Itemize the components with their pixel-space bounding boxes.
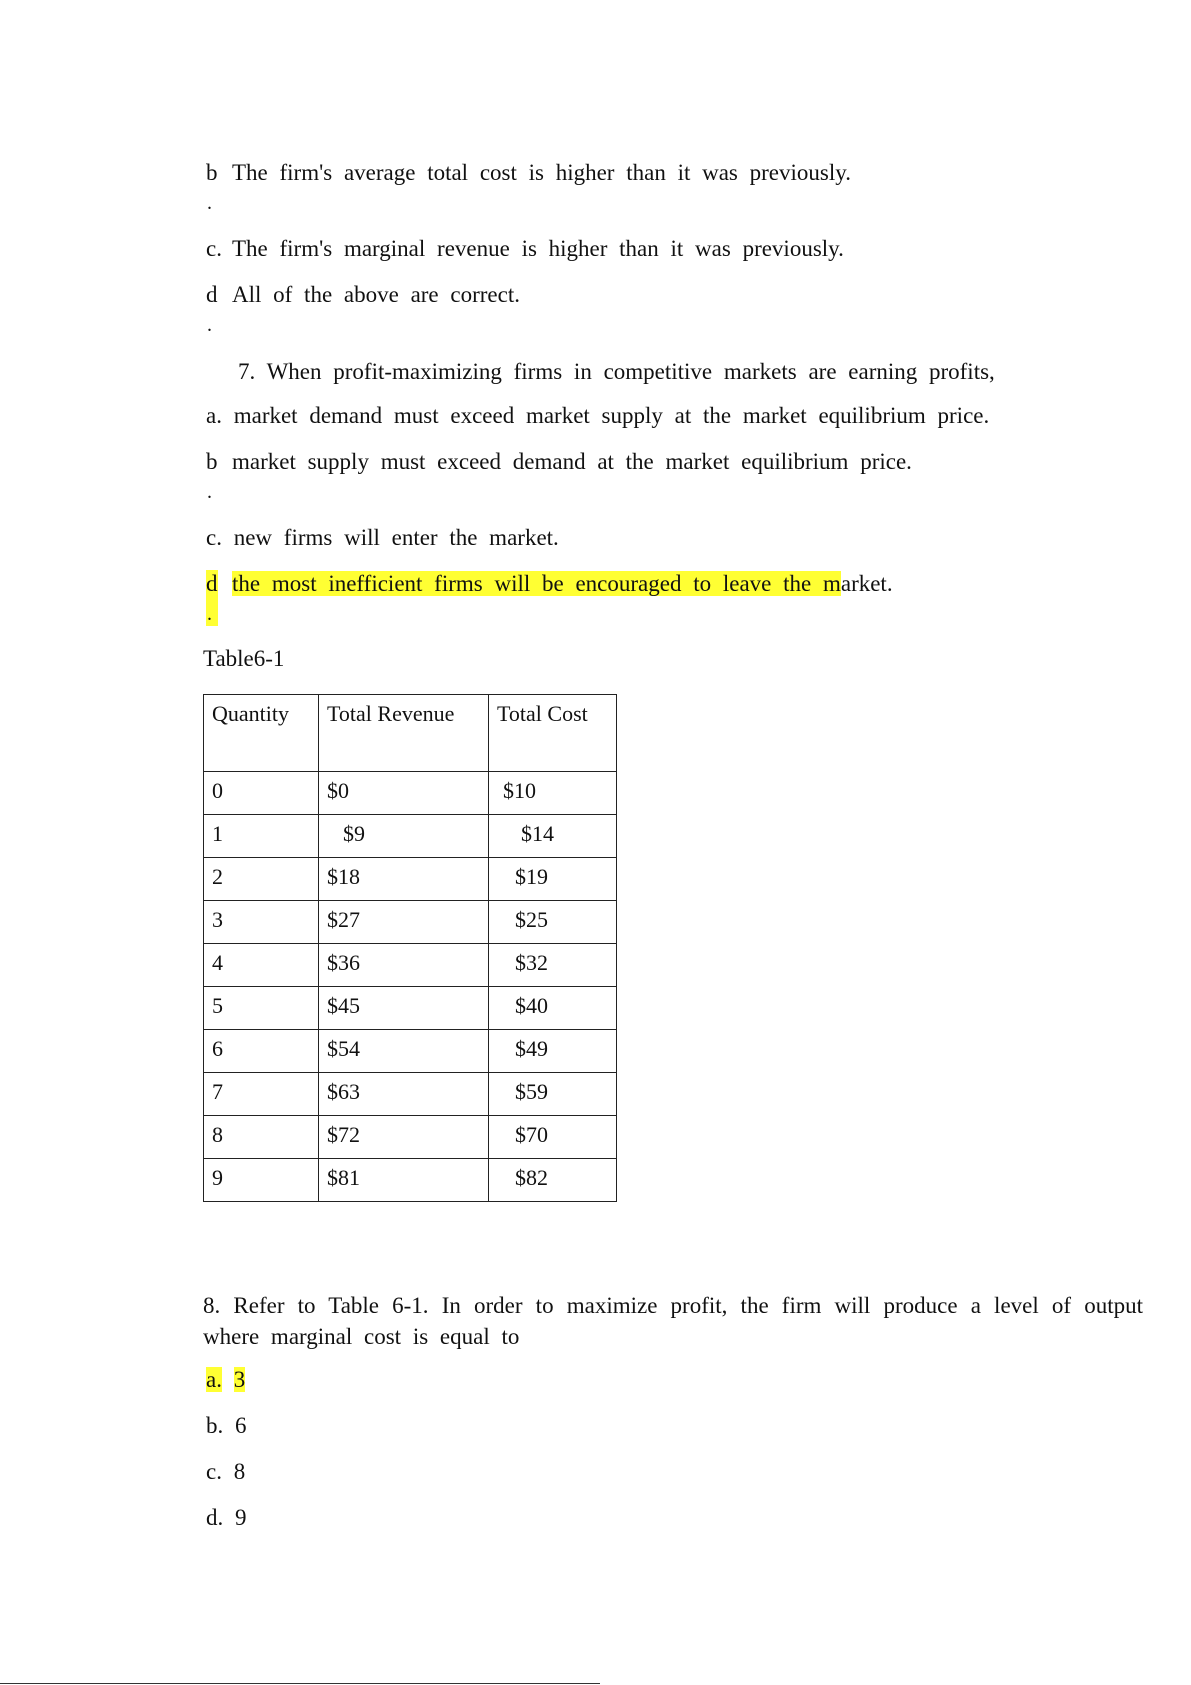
q8-option-c — [206, 1458, 245, 1486]
prev-option-c — [206, 235, 844, 263]
option-letter: a. — [206, 1367, 222, 1392]
option-letter: d. — [206, 1505, 224, 1530]
option-text: The firm's average total cost is higher than it was previously. — [232, 160, 851, 185]
option-text: The firm's marginal revenue is higher than it was previously. — [232, 236, 844, 261]
cell-revenue: $72 — [319, 1116, 489, 1159]
q7-option-b — [206, 448, 912, 476]
table-row — [204, 1030, 617, 1073]
cell-revenue: $9 — [319, 815, 489, 858]
cell-cost: $25 — [489, 901, 617, 944]
table-header-row — [204, 695, 617, 772]
table-row — [204, 815, 617, 858]
question-7-stem: 7. When profit-maximizing firms in competitive markets are earning profits, — [238, 359, 995, 384]
option-text: new firms will enter the market. — [233, 525, 559, 550]
cell-revenue: $63 — [319, 1073, 489, 1116]
option-letter: b. — [206, 1413, 224, 1438]
option-dot: . — [207, 192, 212, 214]
cell-quantity: 5 — [204, 987, 319, 1030]
answer-highlight-text: 3 — [233, 1367, 246, 1392]
cell-quantity: 6 — [204, 1030, 319, 1073]
option-dot: . — [207, 481, 212, 503]
cell-revenue: $81 — [319, 1159, 489, 1202]
cell-quantity: 4 — [204, 944, 319, 987]
table-row — [204, 1159, 617, 1202]
cell-quantity: 9 — [204, 1159, 319, 1202]
question-8-stem: 8. Refer to Table 6-1. In order to maximize profit, the firm will produce a level of output where marginal cost is equal to — [203, 1293, 1143, 1349]
table-row — [204, 772, 617, 815]
cell-quantity: 3 — [204, 901, 319, 944]
cell-quantity: 0 — [204, 772, 319, 815]
cell-revenue: $27 — [319, 901, 489, 944]
cell-cost: $10 — [489, 772, 617, 815]
option-letter: b — [206, 160, 218, 185]
cell-revenue: $0 — [319, 772, 489, 815]
table-row — [204, 1073, 617, 1116]
q7-option-c — [206, 524, 559, 552]
table-row — [204, 1116, 617, 1159]
table-row — [204, 901, 617, 944]
option-letter: d — [206, 282, 218, 307]
cell-quantity: 8 — [204, 1116, 319, 1159]
cell-revenue: $18 — [319, 858, 489, 901]
prev-option-d — [206, 281, 520, 309]
table-row — [204, 858, 617, 901]
cell-revenue: $45 — [319, 987, 489, 1030]
cell-quantity: 7 — [204, 1073, 319, 1116]
option-text-rest: arket. — [840, 571, 893, 596]
cell-cost: $19 — [489, 858, 617, 901]
header-total-revenue: Total Revenue — [319, 695, 489, 772]
q8-option-d — [206, 1504, 247, 1532]
cell-revenue: $54 — [319, 1030, 489, 1073]
cell-cost: $32 — [489, 944, 617, 987]
prev-option-b — [206, 159, 851, 187]
answer-highlight-text: the most inefficient firms will be encouraged to leave the m — [232, 571, 841, 596]
q7-option-d-answer — [206, 570, 893, 598]
option-text: 9 — [235, 1505, 247, 1530]
option-text: market demand must exceed market supply at the market equilibrium price. — [233, 403, 990, 428]
page-bottom-rule — [0, 1683, 600, 1684]
option-text: market supply must exceed demand at the market equilibrium price. — [232, 449, 912, 474]
option-text: 6 — [235, 1413, 247, 1438]
option-text: 8 — [233, 1459, 246, 1484]
cell-quantity: 1 — [204, 815, 319, 858]
cell-quantity: 2 — [204, 858, 319, 901]
option-text: All of the above are correct. — [232, 282, 520, 307]
option-dot: . — [207, 314, 212, 336]
option-letter: d — [206, 571, 218, 596]
option-letter: c. — [206, 236, 222, 261]
cell-cost: $14 — [489, 815, 617, 858]
table-caption: Table6-1 — [203, 646, 285, 671]
header-total-cost: Total Cost — [489, 695, 617, 772]
table-row — [204, 987, 617, 1030]
option-letter: b — [206, 449, 218, 474]
option-dot: . — [207, 603, 212, 625]
q8-option-a-answer — [206, 1366, 245, 1394]
cell-cost: $49 — [489, 1030, 617, 1073]
q8-option-b — [206, 1412, 247, 1440]
header-quantity: Quantity — [204, 695, 319, 772]
cell-revenue: $36 — [319, 944, 489, 987]
option-letter: c. — [206, 1459, 222, 1484]
table-row — [204, 944, 617, 987]
cell-cost: $82 — [489, 1159, 617, 1202]
data-table — [203, 694, 617, 1202]
option-letter: c. — [206, 525, 222, 550]
cell-cost: $70 — [489, 1116, 617, 1159]
option-letter: a. — [206, 403, 222, 428]
cell-cost: $59 — [489, 1073, 617, 1116]
cell-cost: $40 — [489, 987, 617, 1030]
q7-option-a — [206, 402, 989, 430]
